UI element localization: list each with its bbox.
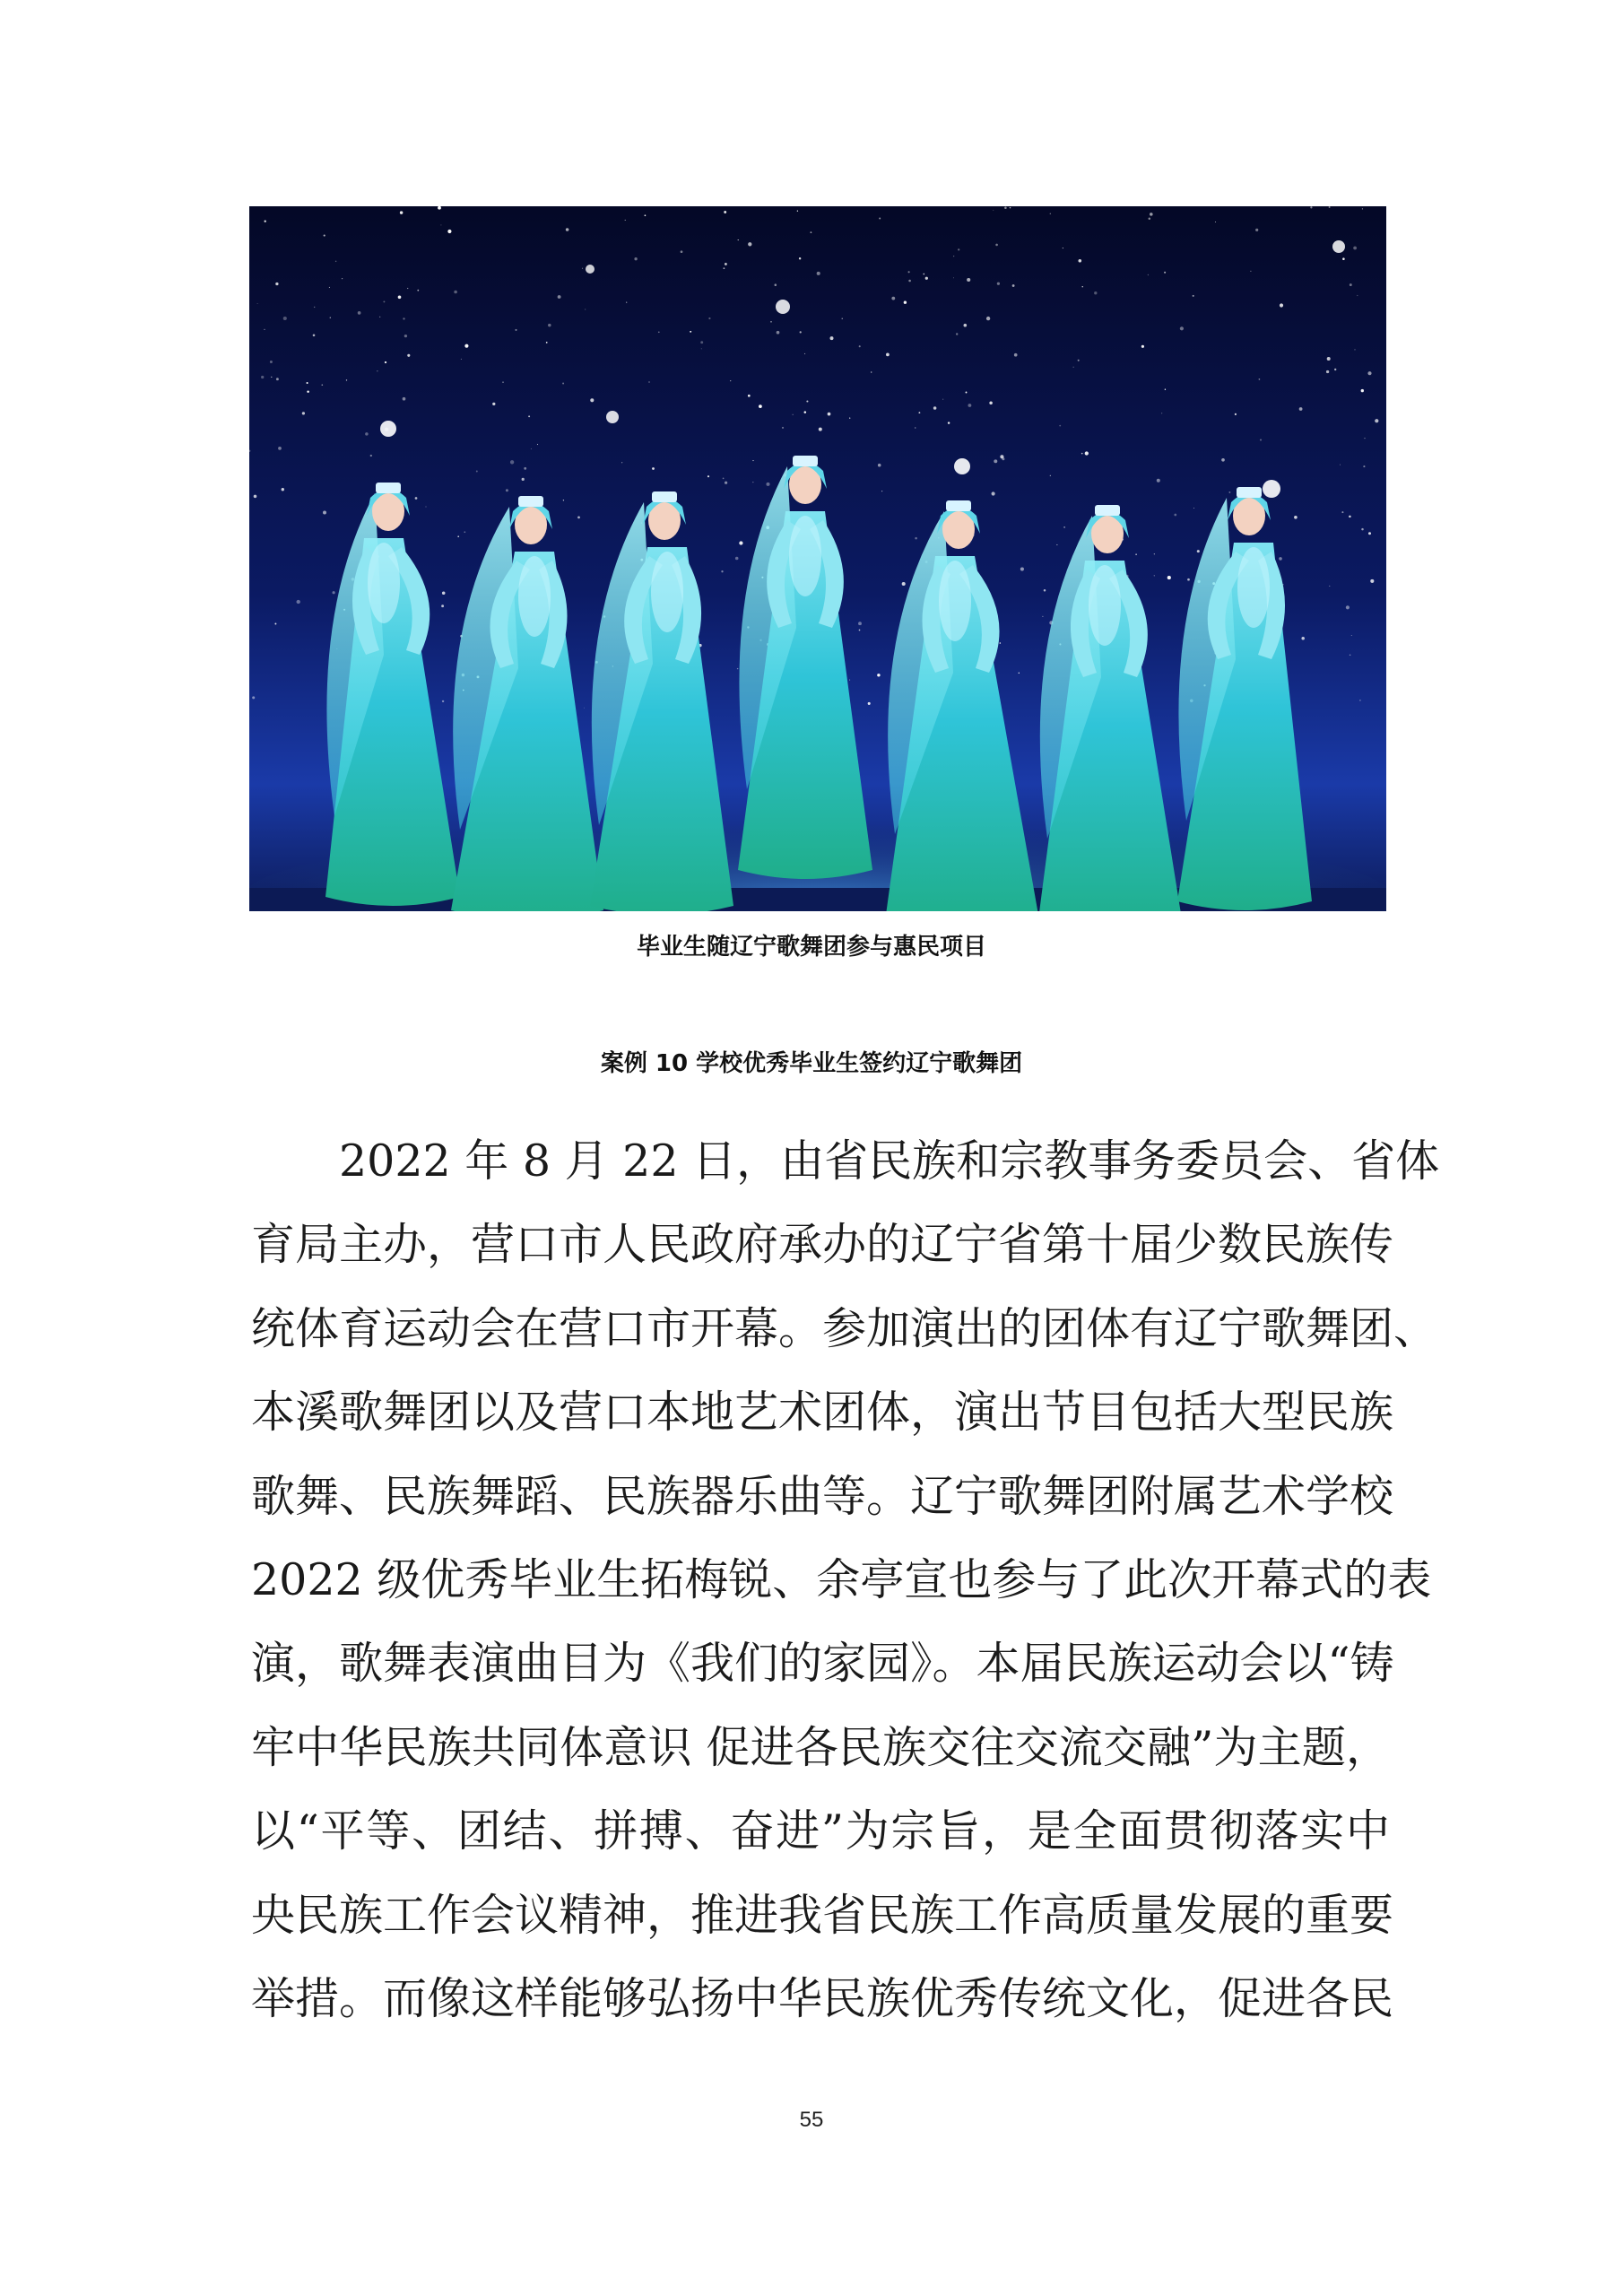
body-line: 央民族工作会议精神，推进我省民族工作高质量发展的重要 bbox=[251, 1889, 1394, 1941]
star bbox=[314, 307, 315, 308]
star bbox=[989, 401, 993, 404]
star bbox=[777, 331, 780, 335]
star bbox=[276, 378, 279, 380]
star bbox=[1020, 567, 1024, 570]
star bbox=[819, 428, 822, 431]
star bbox=[748, 242, 751, 246]
star bbox=[915, 537, 917, 540]
star bbox=[257, 303, 258, 304]
star bbox=[923, 274, 924, 275]
star bbox=[800, 331, 802, 333]
star bbox=[738, 239, 739, 240]
star bbox=[806, 400, 808, 402]
star bbox=[264, 329, 265, 330]
star bbox=[1350, 654, 1351, 656]
case-title: 案例 10 学校优秀毕业生签约辽宁歌舞团 bbox=[600, 1050, 1023, 1077]
star bbox=[454, 291, 457, 294]
star bbox=[417, 290, 419, 291]
star bbox=[868, 702, 871, 705]
star bbox=[1010, 207, 1011, 209]
star bbox=[1042, 616, 1043, 617]
star bbox=[1082, 286, 1083, 287]
star bbox=[324, 235, 325, 237]
star bbox=[476, 471, 478, 473]
star bbox=[333, 591, 335, 594]
star bbox=[725, 263, 727, 265]
star bbox=[358, 311, 361, 315]
star bbox=[275, 283, 278, 285]
star bbox=[625, 220, 626, 221]
star bbox=[908, 271, 910, 273]
star bbox=[953, 277, 954, 278]
star bbox=[967, 278, 970, 282]
star bbox=[329, 287, 330, 288]
star bbox=[252, 696, 255, 699]
star bbox=[1370, 579, 1374, 583]
star bbox=[797, 211, 798, 212]
body-line: 举措。而像这样能够弘扬中华民族优秀传统文化，促进各民 bbox=[251, 1972, 1394, 2024]
star bbox=[562, 383, 564, 385]
star bbox=[1050, 213, 1051, 214]
star bbox=[859, 345, 861, 347]
star bbox=[956, 333, 958, 335]
star bbox=[1279, 557, 1282, 561]
star bbox=[1334, 369, 1336, 370]
star bbox=[804, 411, 807, 413]
star bbox=[953, 256, 954, 257]
body-line: 以“平等、团结、拼搏、奋进”为宗旨，是全面贯彻落实中 bbox=[251, 1805, 1390, 1857]
star bbox=[383, 300, 385, 302]
star bbox=[737, 668, 738, 669]
star bbox=[274, 623, 276, 625]
star bbox=[377, 370, 378, 371]
star bbox=[1019, 673, 1020, 674]
star bbox=[721, 570, 723, 572]
star bbox=[1342, 257, 1345, 260]
star bbox=[1359, 700, 1361, 701]
star bbox=[1259, 378, 1261, 380]
star bbox=[724, 211, 726, 213]
body-line: 统体育运动会在营口市开幕。参加演出的团体有辽宁歌舞团、 bbox=[251, 1302, 1438, 1354]
star bbox=[681, 250, 683, 253]
star bbox=[1078, 360, 1080, 361]
star bbox=[1294, 516, 1298, 519]
body-line: 歌舞、民族舞蹈、民族器乐曲等。辽宁歌舞团附属艺术学校 bbox=[251, 1470, 1394, 1522]
star bbox=[804, 353, 805, 354]
star bbox=[830, 336, 834, 340]
star bbox=[992, 491, 995, 495]
star bbox=[398, 295, 402, 299]
star bbox=[342, 278, 343, 279]
star bbox=[403, 397, 406, 401]
body-line: 2022 年 8 月 22 日，由省民族和宗教事务委员会、省体 bbox=[339, 1135, 1440, 1187]
star bbox=[548, 324, 551, 326]
star bbox=[404, 335, 407, 337]
star bbox=[739, 541, 742, 544]
star bbox=[313, 335, 316, 337]
star bbox=[690, 331, 691, 333]
star bbox=[735, 557, 739, 561]
star bbox=[307, 382, 308, 384]
star bbox=[995, 244, 998, 247]
star bbox=[531, 448, 532, 449]
body-line: 2022 级优秀毕业生拓梅锐、余亭宣也参与了此次开幕式的表 bbox=[251, 1553, 1432, 1605]
star bbox=[842, 318, 843, 319]
star bbox=[1002, 457, 1004, 460]
star bbox=[1228, 491, 1230, 493]
star bbox=[1154, 575, 1155, 576]
star bbox=[270, 361, 273, 363]
star bbox=[1165, 389, 1166, 390]
star bbox=[365, 432, 369, 436]
star bbox=[492, 403, 495, 405]
star bbox=[621, 462, 622, 463]
star bbox=[925, 277, 928, 280]
star bbox=[908, 280, 911, 283]
star bbox=[775, 283, 777, 286]
star bbox=[441, 604, 444, 607]
star bbox=[1141, 345, 1144, 348]
star bbox=[1329, 206, 1331, 208]
star bbox=[966, 392, 968, 394]
star bbox=[1349, 516, 1351, 518]
star bbox=[986, 317, 990, 320]
star bbox=[1221, 458, 1225, 462]
star bbox=[506, 489, 508, 491]
star bbox=[302, 412, 305, 414]
star bbox=[440, 224, 441, 225]
star bbox=[724, 267, 725, 269]
star bbox=[1361, 528, 1364, 531]
star bbox=[1341, 511, 1343, 513]
star bbox=[1368, 532, 1371, 535]
star bbox=[968, 404, 971, 407]
star bbox=[1063, 526, 1065, 528]
stage-photo bbox=[249, 206, 1386, 911]
star bbox=[415, 497, 418, 500]
star bbox=[265, 221, 266, 222]
star bbox=[278, 447, 282, 450]
star bbox=[707, 475, 709, 477]
star bbox=[766, 483, 769, 486]
star bbox=[770, 321, 772, 323]
star bbox=[1299, 407, 1303, 411]
star bbox=[1260, 439, 1262, 440]
star bbox=[1056, 544, 1057, 545]
star bbox=[1085, 451, 1089, 455]
star bbox=[817, 272, 820, 275]
star bbox=[524, 467, 526, 470]
star bbox=[261, 376, 264, 378]
star bbox=[915, 427, 916, 428]
star bbox=[464, 531, 465, 533]
body-line: 本溪歌舞团以及营口本地艺术团体，演出节目包括大型民族 bbox=[251, 1387, 1394, 1439]
star bbox=[425, 506, 426, 507]
star bbox=[1050, 475, 1051, 476]
star bbox=[1327, 357, 1331, 361]
star bbox=[330, 317, 331, 318]
star bbox=[879, 218, 881, 220]
star bbox=[1044, 589, 1046, 592]
star bbox=[584, 708, 585, 709]
star bbox=[1193, 508, 1194, 509]
star bbox=[871, 371, 872, 372]
star bbox=[1012, 284, 1015, 287]
star bbox=[1148, 274, 1149, 275]
star bbox=[648, 381, 649, 382]
star bbox=[701, 349, 702, 350]
star bbox=[752, 460, 753, 461]
star bbox=[442, 591, 446, 595]
star bbox=[254, 495, 257, 499]
star bbox=[948, 422, 950, 423]
star bbox=[1354, 349, 1355, 350]
star bbox=[652, 467, 655, 470]
star bbox=[1235, 413, 1237, 415]
star bbox=[708, 317, 710, 319]
star bbox=[1094, 291, 1097, 294]
body-line: 育局主办，营口市人民政府承办的辽宁省第十届少数民族传 bbox=[251, 1219, 1394, 1271]
star bbox=[590, 398, 594, 402]
star bbox=[904, 301, 907, 304]
star bbox=[1280, 303, 1283, 307]
star bbox=[502, 381, 504, 383]
star bbox=[464, 344, 468, 348]
star bbox=[577, 517, 580, 519]
star bbox=[878, 464, 881, 467]
star bbox=[626, 301, 627, 302]
star bbox=[528, 415, 530, 417]
star bbox=[748, 395, 751, 397]
star bbox=[999, 642, 1001, 644]
star bbox=[515, 329, 516, 331]
star bbox=[282, 488, 284, 491]
star bbox=[1346, 605, 1350, 609]
star bbox=[537, 444, 538, 445]
star bbox=[759, 404, 762, 408]
star bbox=[799, 257, 801, 259]
star bbox=[457, 535, 459, 537]
star bbox=[964, 324, 968, 327]
star bbox=[1014, 353, 1018, 357]
star bbox=[993, 210, 994, 211]
star bbox=[828, 413, 831, 416]
star bbox=[461, 359, 462, 360]
star bbox=[1174, 514, 1176, 517]
star bbox=[1154, 553, 1155, 554]
star bbox=[1367, 371, 1371, 375]
star bbox=[1357, 295, 1358, 296]
star bbox=[566, 228, 569, 231]
star bbox=[346, 379, 347, 380]
star bbox=[886, 353, 890, 357]
star bbox=[1363, 465, 1365, 467]
star bbox=[1081, 453, 1083, 455]
star bbox=[782, 427, 784, 429]
star bbox=[582, 268, 583, 269]
star bbox=[271, 377, 272, 378]
star bbox=[700, 341, 703, 344]
star bbox=[849, 417, 850, 418]
star bbox=[321, 384, 323, 386]
body-paragraph bbox=[251, 1119, 1440, 2040]
star bbox=[858, 622, 862, 625]
star bbox=[510, 460, 514, 464]
star bbox=[585, 309, 586, 310]
star bbox=[1250, 271, 1251, 272]
page-number: 55 bbox=[799, 2108, 824, 2132]
star bbox=[1361, 389, 1364, 392]
star bbox=[370, 455, 372, 457]
star bbox=[407, 354, 410, 357]
star bbox=[407, 288, 408, 289]
star bbox=[323, 511, 326, 515]
star bbox=[1375, 419, 1378, 422]
star bbox=[403, 317, 404, 319]
star bbox=[1365, 438, 1366, 439]
star bbox=[1310, 206, 1312, 208]
star bbox=[1059, 425, 1061, 427]
star bbox=[891, 297, 895, 300]
star bbox=[918, 412, 920, 413]
star bbox=[1197, 550, 1200, 552]
star bbox=[658, 331, 660, 333]
star bbox=[1004, 206, 1007, 209]
star bbox=[1326, 370, 1329, 373]
star bbox=[385, 361, 386, 363]
star bbox=[730, 380, 731, 381]
star bbox=[877, 674, 880, 676]
star bbox=[811, 231, 812, 233]
star bbox=[1164, 272, 1166, 274]
star bbox=[1187, 578, 1190, 581]
star bbox=[1135, 553, 1137, 555]
star bbox=[297, 600, 300, 604]
figure-caption: 毕业生随辽宁歌舞团参与惠民项目 bbox=[636, 934, 986, 961]
star bbox=[933, 406, 937, 410]
star bbox=[997, 283, 1000, 285]
star bbox=[522, 478, 525, 481]
star bbox=[335, 261, 336, 262]
star bbox=[1149, 217, 1151, 220]
star bbox=[1351, 635, 1352, 636]
star bbox=[1301, 637, 1305, 640]
star bbox=[752, 482, 753, 483]
star bbox=[1193, 295, 1194, 297]
star bbox=[634, 257, 637, 260]
body-line: 牢中华民族共同体意识 促进各民族交往交流交融”为主题， bbox=[251, 1721, 1390, 1773]
star bbox=[1150, 213, 1153, 216]
star bbox=[994, 459, 997, 463]
star bbox=[1255, 229, 1258, 231]
star bbox=[1362, 208, 1363, 209]
star bbox=[283, 317, 287, 320]
star bbox=[723, 478, 725, 480]
star bbox=[1180, 326, 1184, 330]
star bbox=[645, 214, 647, 216]
star bbox=[1350, 283, 1352, 286]
star bbox=[400, 211, 403, 213]
star bbox=[859, 630, 861, 631]
star bbox=[1353, 247, 1357, 250]
star bbox=[546, 342, 548, 344]
star bbox=[1329, 586, 1330, 587]
star bbox=[1079, 259, 1082, 263]
star bbox=[902, 582, 906, 586]
star bbox=[942, 399, 943, 400]
star bbox=[1167, 576, 1171, 579]
star bbox=[793, 414, 794, 415]
star bbox=[442, 700, 444, 702]
star bbox=[447, 230, 451, 233]
star bbox=[958, 248, 959, 250]
star bbox=[307, 390, 308, 392]
star bbox=[1073, 367, 1074, 368]
star bbox=[849, 680, 850, 681]
star bbox=[725, 482, 727, 484]
body-line: 演，歌舞表演曲目为《我们的家园》。本届民族运动会以“铸 bbox=[251, 1638, 1394, 1690]
star bbox=[558, 295, 561, 299]
star bbox=[1157, 479, 1160, 483]
